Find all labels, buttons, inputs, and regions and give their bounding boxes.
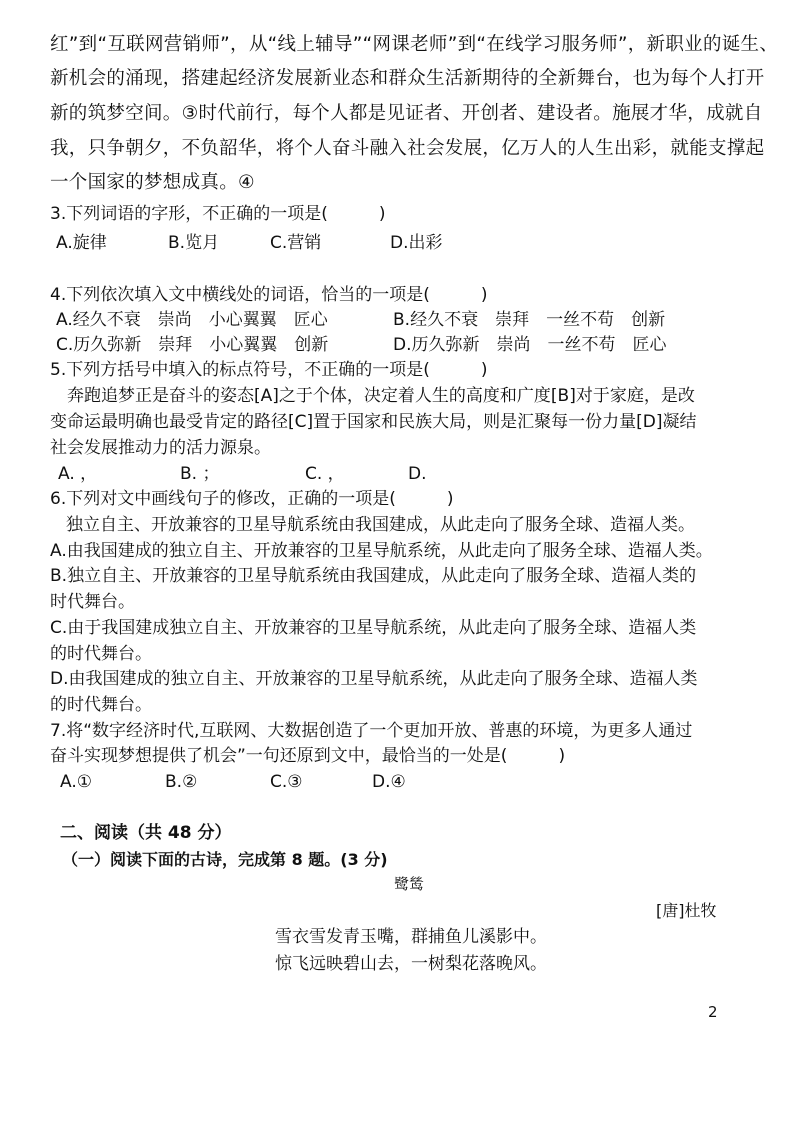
- question-5-option-d: D.: [408, 464, 427, 484]
- passage-line: 新机会的涌现，搭建起经济发展新业态和群众生活新期待的全新舞台，也为每个人打开: [50, 68, 765, 89]
- page-number: 2: [708, 1003, 718, 1021]
- question-5-option-a: A. ，: [58, 464, 98, 484]
- question-4-option-a: A.经久不衰 崇尚 小心翼翼 匠心: [56, 310, 328, 330]
- poem-line: 惊飞远映碧山去，一树梨花落晚风。: [275, 954, 547, 974]
- passage-line: 一个国家的梦想成真。④: [50, 172, 255, 193]
- question-5-text-line: 变命运最明确也最受肯定的路径[C]置于国家和民族大局，则是汇聚每一份力量[D]凝结: [50, 412, 697, 432]
- question-7-option-d: D.④: [372, 772, 406, 792]
- section-subheading: （一）阅读下面的古诗，完成第 8 题。(3 分): [62, 850, 388, 869]
- question-7-option-c: C.③: [270, 772, 303, 792]
- section-heading: 二、阅读（共 48 分）: [60, 823, 232, 843]
- poem-author: [唐]杜牧: [656, 901, 717, 920]
- question-6-option-line: A.由我国建成的独立自主、开放兼容的卫星导航系统，从此走向了服务全球、造福人类。: [50, 541, 713, 561]
- question-6-option-line: C.由于我国建成独立自主、开放兼容的卫星导航系统，从此走向了服务全球、造福人类: [50, 618, 697, 638]
- question-5-text-line: 社会发展推动力的活力源泉。: [50, 438, 271, 458]
- question-6-option-line: D.由我国建成的独立自主、开放兼容的卫星导航系统，从此走向了服务全球、造福人类: [50, 669, 698, 689]
- question-7-stem-line: 奋斗实现梦想提供了机会”一句还原到文中，最恰当的一处是( ): [50, 746, 566, 766]
- question-6-option-line: 时代舞台。: [50, 592, 135, 612]
- question-5-option-b: B. ；: [180, 464, 220, 484]
- question-6-option-line: 的时代舞台。: [50, 695, 152, 715]
- question-3-option-b: B.览月: [168, 233, 220, 253]
- question-5-option-c: C. ，: [305, 464, 345, 484]
- question-7-option-b: B.②: [165, 772, 198, 792]
- question-4-stem: 4.下列依次填入文中横线处的词语，恰当的一项是( ): [50, 285, 488, 305]
- passage-line: 新的筑梦空间。③时代前行，每个人都是见证者、开创者、建设者。施展才华，成就自: [50, 103, 763, 124]
- poem-title: 鹭鸶: [394, 875, 425, 893]
- question-4-option-c: C.历久弥新 崇拜 小心翼翼 创新: [56, 335, 329, 355]
- question-7-option-a: A.①: [60, 772, 92, 792]
- poem-line: 雪衣雪发青玉嘴，群捕鱼儿溪影中。: [275, 927, 547, 947]
- passage-line: 红”到“互联网营销师”，从“线上辅导”“网课老师”到“在线学习服务师”，新职业的诞生、: [50, 34, 779, 55]
- question-3-option-d: D.出彩: [390, 233, 443, 253]
- question-6-sentence: 独立自主、开放兼容的卫星导航系统由我国建成，从此走向了服务全球、造福人类。: [66, 515, 695, 535]
- question-5-stem: 5.下列方括号中填入的标点符号，不正确的一项是( ): [50, 360, 488, 380]
- question-5-text-line: 奔跑追梦正是奋斗的姿态[A]之于个体，决定着人生的高度和广度[B]对于家庭，是改: [67, 386, 695, 406]
- question-6-stem: 6.下列对文中画线句子的修改，正确的一项是( ): [50, 489, 454, 509]
- question-6-option-line: B.独立自主、开放兼容的卫星导航系统由我国建成，从此走向了服务全球、造福人类的: [50, 566, 697, 586]
- question-3-option-c: C.营销: [270, 233, 322, 253]
- question-7-stem-line: 7.将“数字经济时代,互联网、大数据创造了一个更加开放、普惠的环境，为更多人通过: [50, 721, 693, 741]
- question-3-stem: 3.下列词语的字形，不正确的一项是( ): [50, 204, 386, 224]
- question-4-option-b: B.经久不衰 崇拜 一丝不苟 创新: [393, 310, 666, 330]
- question-3-option-a: A.旋律: [56, 233, 107, 253]
- question-4-option-d: D.历久弥新 崇尚 一丝不苟 匠心: [393, 335, 667, 355]
- passage-line: 我，只争朝夕，不负韶华，将个人奋斗融入社会发展，亿万人的人生出彩，就能支撑起: [50, 138, 765, 159]
- question-6-option-line: 的时代舞台。: [50, 644, 152, 664]
